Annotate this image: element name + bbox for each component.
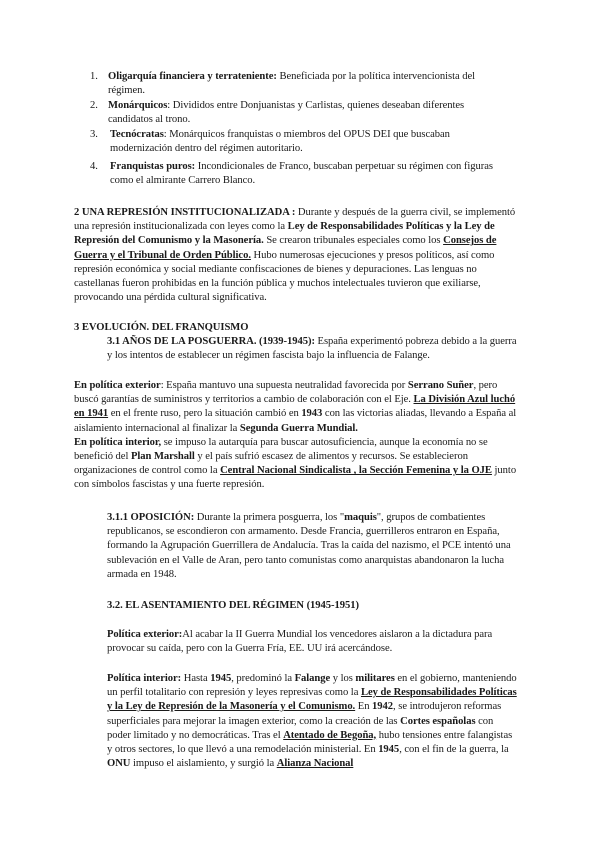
bold-text: Plan Marshall [130,451,195,463]
bold-text: ONU [107,758,131,770]
paragraph-text: Durante y después de la guerra civil, se implementó una represión institucionalizada con leyes como la [74,207,516,233]
paragraph-text: con poder limitado y no democráticas. Tras el [107,715,494,741]
subsection-heading: 3.1.1 OPOSICIÓN: [107,512,195,523]
section-heading: 3 EVOLUCIÓN. DEL FRANQUISMO [74,322,249,333]
paragraph-text: hubo tensiones entre falangistas y otros sectores, lo que llevó a una remodelación ministerial. En [107,729,513,756]
paragraph-text: Hubo numerosas ejecuciones y presos políticos, así como represión económica y social mediante confiscaciones de bienes y depuraciones. Las lenguas no castellanas fueron prohibidas en la función pública y muchos intelectuales tuvieron que exiliarse, provocando una pérdida cultural significativa. [74,249,495,304]
bold-text: Segunda Guerra Mundial. [239,422,358,434]
bold-text: maquis [344,512,377,523]
subsection-heading: 3.1 AÑOS DE LA POSGUERRA. (1939-1945): [107,336,315,347]
paragraph-label: En política exterior [74,380,161,391]
underlined-text: La División Azul luchó en 1941 [74,394,516,420]
paragraph-text: se impuso la autarquía para buscar autosuficiencia, aunque la economía no se benefició del [74,436,488,463]
list-term: Monárquicos [108,100,168,111]
underlined-text: Atentado de Begoña, [283,729,377,741]
paragraph-text: ", grupos de combatientes republicanos, se escondieron con armamento. Desde Francia, guerrilleros entraron en España, formando la Agrupación Guerrillera de Andalucía. Tras la caída del nazismo, el PCE intentó una sublevación en el Valle de Aran, pero tanto comunistas como anarquistas abandonaron la lucha armada en 1948. [107,512,511,580]
list-number: 3. [90,129,98,140]
bold-text: 1945 [210,673,232,684]
list-text: : Monárquicos franquistas o miembros del OPUS DEI que buscaban modernización dentro del régimen autoritario. [110,129,450,155]
list-term: Tecnócratas [110,129,164,140]
underlined-text: Central Nacional Sindicalista , la Sección Femenina y la OJE [220,465,492,477]
underlined-text: Alianza Nacional [276,758,354,770]
paragraph-text: España experimentó pobreza debido a la guerra y los intentos de establecer un régimen fascista bajo la influencia de Falange. [107,336,517,362]
paragraph-text: y el país sufrió escasez de alimentos y recursos. Se establecieron organizaciones de control como la [74,451,468,477]
bold-text: 1942 [372,701,394,713]
subsection-oposicion [107,511,517,582]
paragraph-text: : España mantuvo una supuesta neutralidad favorecida por [160,380,408,391]
paragraph-text: , pero buscó garantías de suministros y territorios a cambio de colaboración con el Eje. [74,380,498,406]
law-names: Ley de Responsabilidades Políticas y la Ley de Represión del Comunismo y la Masonería. [74,221,495,247]
list-number: 1. [90,71,98,82]
paragraph-label: En política interior, [74,436,162,448]
list-text: : Divididos entre Donjuanistas y Carlistas, quienes deseaban diferentes candidatos al trono. [108,100,465,126]
paragraph-label: Política interior: [107,673,182,684]
list-number: 2. [90,100,98,111]
bold-text: 1945 [378,744,400,756]
paragraph-text: Durante la primera posguerra, los " [194,512,345,523]
paragraph-exterior-2 [107,628,517,656]
paragraph-exterior-interior [74,379,524,493]
bold-text: 1943 [301,408,323,420]
paragraph-text: En [355,701,373,713]
bold-text: Cortes españolas [400,715,476,727]
list-text: Incondicionales de Franco, buscaban perpetuar su régimen con figuras como el almirante Carrero Blanco. [110,161,493,187]
paragraph-text: con las victorias aliadas, llevando a España al aislamiento internacional al finalizar la [74,408,517,434]
subsection-heading: 3.2. EL ASENTAMIENTO DEL RÉGIMEN (1945-1951) [107,600,359,611]
paragraph-text: impuso el aislamiento, y surgió la [130,758,277,770]
bold-text: Serrano Suñer [407,380,474,391]
paragraph-text: Hasta [181,673,211,684]
paragraph-text: junto con símbolos fascistas y una fuerte represión. [74,465,517,491]
subsection-posguerra [107,335,517,363]
list-number: 4. [90,161,98,172]
section-repression [74,206,524,305]
bold-text: militares [355,673,395,684]
paragraph-text: Se crearon tribunales especiales como los [263,235,444,247]
tribunals-names: Consejos de Guerra y el Tribunal de Orden Público. [74,235,497,261]
underlined-text: Ley de Responsabilidades Políticas y la Ley de Represión de la Masonería y el Comunismo. [107,687,517,713]
paragraph-text: Al acabar la II Guerra Mundial los vencedores aislaron a la dictadura para provocar su caída, pero con la Guerra Fría, EE. UU irá acercándose. [107,629,493,655]
paragraph-text: en el gobierno, manteniendo un perfil totalitario con represión y leyes represivas como la [107,673,517,699]
paragraph-text: , se introdujeron reformas superficiales para mejorar la imagen exterior, como la creación de las [107,701,502,727]
list-term: Oligarquía financiera y terrateniente: [108,71,277,82]
section-heading: 2 UNA REPRESIÓN INSTITUCIONALIZADA : [74,207,296,218]
bold-text: Falange [294,673,331,684]
list-text: Beneficiada por la política intervencionista del régimen. [108,71,476,97]
paragraph-text: , con el fin de la guerra, la [399,744,509,756]
list-term: Franquistas puros: [110,161,196,172]
paragraph-text: , predominó la [231,673,295,684]
paragraph-text: en el frente ruso, pero la situación cambió en [108,408,302,420]
paragraph-label: Política exterior: [107,629,183,640]
paragraph-interior-2 [107,672,517,771]
paragraph-text: y los [330,673,356,684]
